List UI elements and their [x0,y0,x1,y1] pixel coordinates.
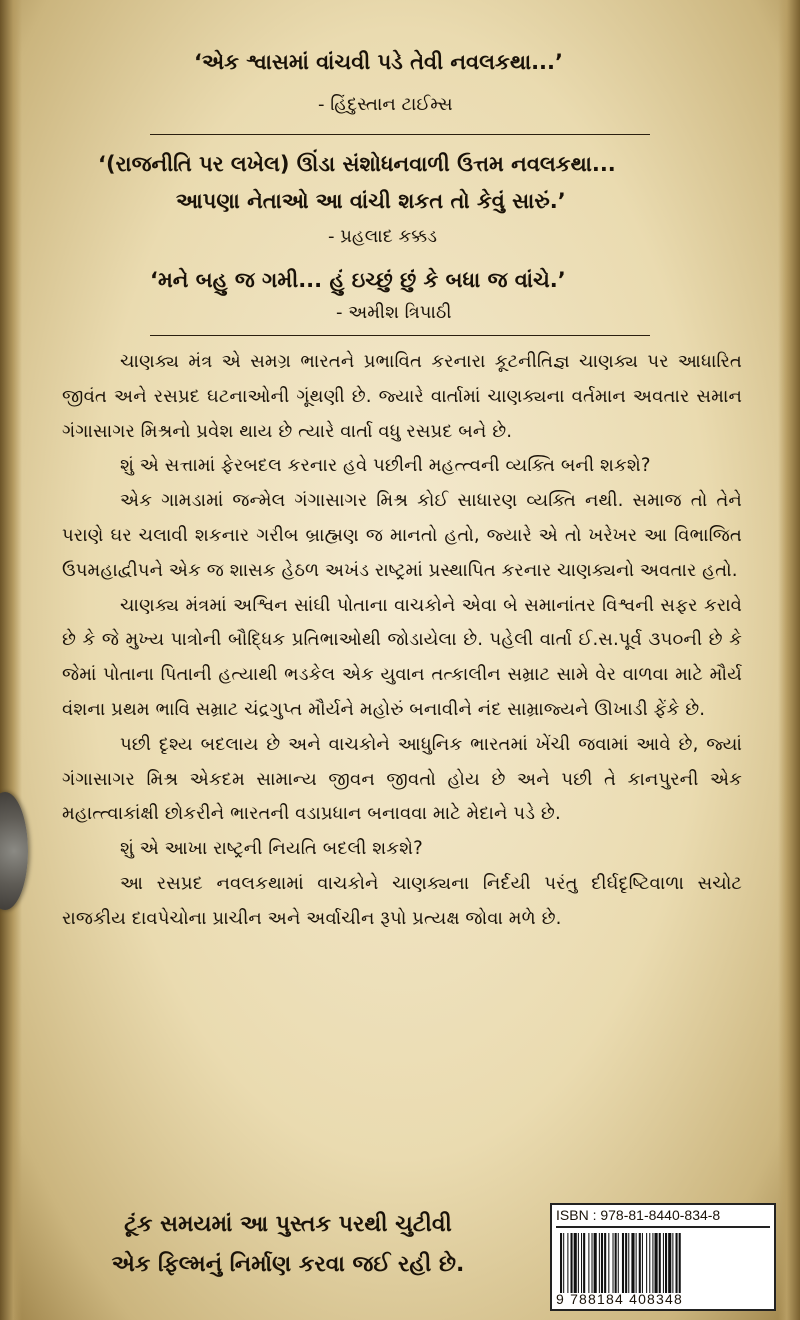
barcode-bar [663,1233,664,1293]
barcode-bar [625,1233,627,1293]
barcode-bar [676,1233,678,1293]
barcode-bar [563,1233,564,1293]
barcode-bar [613,1233,614,1293]
blurb-paragraph-7: આ રસપ્રદ નવલકથામાં વાચકોને ચાણક્યના નિર્દયી પરંતુ દીર્ઘદૃષ્ટિવાળા સચોટ રાજકીય દાવપેચોના પ્રાચીન અને અર્વાચીન રૂપો પ્રત્યક્ષ જોવા મળે છે. [62,872,742,929]
barcode-bar [592,1233,593,1293]
barcode-bar [601,1233,603,1293]
barcode-bar [652,1233,653,1293]
quote-1-source: - હિંદુસ્તાન ટાઈમ્સ [318,94,453,115]
barcode-bar [599,1233,600,1293]
isbn-label: ISBN : 978-81-8440-834-8 [556,1207,770,1228]
cover-right-edge [778,0,800,1320]
barcode-bar [618,1233,619,1293]
barcode-bar [615,1233,617,1293]
film-announcement [48,1205,528,1285]
barcode-bar [560,1233,562,1293]
blurb-text [62,345,742,937]
barcode-bar [578,1233,579,1293]
barcode-bar [659,1233,661,1293]
quote-3-line-1: ‘મને બહુ જ ગમી... હું ઇચ્છું છું કે બધા જ વાંચે.’ [150,268,566,292]
barcode-bar [649,1233,650,1293]
divider-2 [150,335,650,336]
barcode-bar [668,1233,671,1293]
film-announcement-line-1: ટૂંક સમયમાં આ પુસ્તક પરથી ચુટીવી [124,1212,452,1237]
barcode-bar [567,1233,568,1293]
quote-2-line-1: ‘(રાજનીતિ પર લખેલ) ઊંડા સંશોધનવાળી ઉત્તમ નવલકથા... [98,152,616,176]
blurb-paragraph-2: શું એ સત્તામાં ફેરબદલ કરનાર હવે પછીની મહત્ત્વની વ્યક્તિ બની શકશે? [120,455,651,477]
barcode-bar [574,1233,577,1293]
blurb-paragraph-5: પછી દૃશ્ય બદલાય છે અને વાચકોને આધુનિક ભારતમાં ખેંચી જવામાં આવે છે, જ્યાં ગંગાસાગર મિશ્ર એકદમ સામાન્ય જીવન જીવતો હોય છે અને પછી તે કાનપુરની એક મહાત્ત્વાકાંક્ષી છોકરીને ભારતની વડાપ્રધાન બનાવવા માટે મેદાને પડે છે. [62,733,742,825]
barcode-bar [594,1233,597,1293]
barcode-bar [665,1233,667,1293]
quote-2-source: - પ્રહલાદ કક્કડ [328,226,437,247]
quote-3-source: - અમીશ ત્રિપાઠી [336,302,452,323]
barcode-bar [604,1233,606,1293]
barcode-bar [583,1233,585,1293]
barcode-bar [642,1233,643,1293]
barcode-bar [608,1233,609,1293]
barcode-bar [571,1233,573,1293]
barcode-bar [672,1233,673,1293]
barcode-bar [588,1233,589,1293]
divider-1 [150,134,650,135]
blurb-paragraph-4: ચાણક્ય મંત્રમાં અશ્વિન સાંઘી પોતાના વાચકોને એવા બે સમાનાંતર વિશ્વની સફર કરાવે છે કે જે મુખ્ય પાત્રોની બૌદ્ધિક પ્રતિભાઓથી જોડાયેલા છે. પહેલી વાર્તા ઈ.સ.પૂર્વ ૩૫૦ની છે કે જેમાં પોતાના પિતાની હત્યાથી ભડકેલ એક યુવાન તત્કાલીન સમ્રાટ સામે વેર વાળવા માટે મૌર્ય વંશના પ્રથમ ભાવિ સમ્રાટ ચંદ્રગુપ્ત મૌર્યને મહોરું બનાવીને નંદ સામ્રાજ્યને ઊખાડી ફેંકે છે. [62,594,743,720]
barcode-bar [636,1233,637,1293]
barcode-bar [622,1233,624,1293]
blurb-paragraph-6: શું એ આખા રાષ્ટ્રની નિયતિ બદલી શકશે? [120,838,423,860]
isbn-barcode [550,1203,776,1311]
barcode-bar [639,1233,641,1293]
quote-2 [98,146,738,220]
barcode-bar [646,1233,647,1293]
quote-3 [150,262,730,299]
barcode-icon [558,1233,768,1293]
barcode-bar [581,1233,582,1293]
barcode-bar [628,1233,629,1293]
film-announcement-line-2: એક ફિલ્મનું નિર્માણ કરવા જઈ રહી છે. [111,1252,465,1277]
quote-1-line-1: ‘એક શ્વાસમાં વાંચવી પડે તેવી નવલકથા...’ [194,50,563,74]
blurb-paragraph-1: ચાણક્ય મંત્ર એ સમગ્ર ભારતને પ્રભાવિત કરનારા કૂટનીતિજ્ઞ ચાણક્ય પર આધારિત જીવંત અને રસપ્રદ ઘટનાઓની ગૂંથણી છે. જ્યારે વાર્તામાં ચાણક્યના વર્તમાન અવતાર સમાન ગંગાસાગર મિશ્રનો પ્રવેશ થાય છે ત્યારે વાર્તા વધુ રસપ્રદ બને છે. [62,351,742,442]
barcode-bar [679,1233,681,1293]
barcode-bar [655,1233,658,1293]
blurb-paragraph-3: એક ગામડામાં જન્મેલ ગંગાસાગર મિશ્ર કોઈ સાધારણ વ્યક્તિ નથી. સમાજ તો તેને પરાણે ઘર ચલાવી શકનાર ગરીબ બ્રાહ્મણ જ માનતો હતો, જ્યારે એ તો ખરેખર આ વિભાજિત ઉપમહાદ્વીપને એક જ શાસક હેઠળ અખંડ રાષ્ટ્રમાં પ્રસ્થાપિત કરનાર ચાણક્યનો અવતાર હતો. [62,490,742,581]
quote-1 [194,44,774,81]
barcode-bar [631,1233,634,1293]
cover-left-edge [0,0,22,1320]
barcode-digits: 9 788184 408348 [556,1291,683,1307]
quote-2-line-2: આપણા નેતાઓ આ વાંચી શકત તો કેવું સારું.’ [176,189,566,213]
